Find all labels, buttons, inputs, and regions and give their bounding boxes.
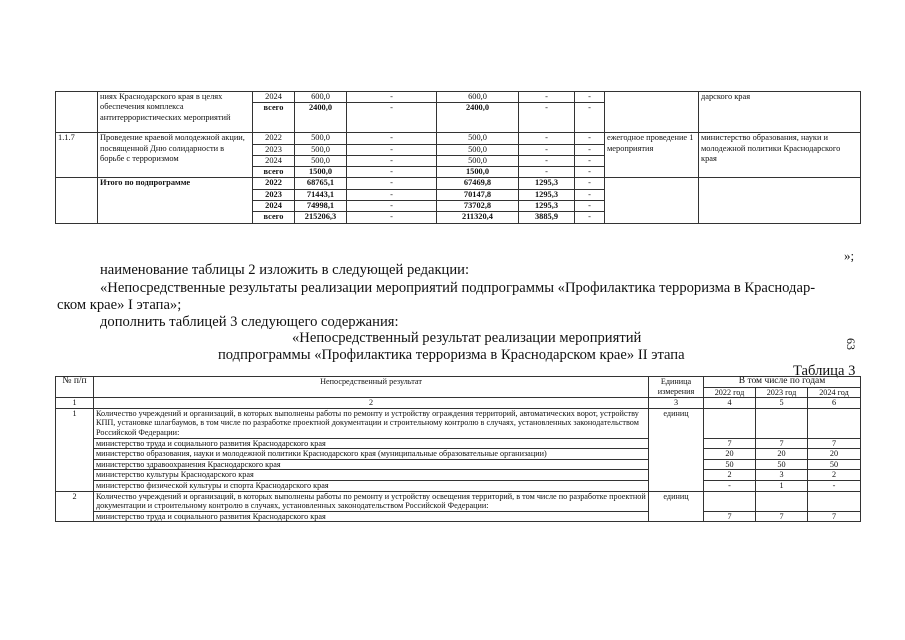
empty-cell <box>704 491 756 511</box>
year-cell: 2024 <box>253 92 295 103</box>
ministry-name: министерство труда и социального развития Краснодарского края <box>94 438 649 449</box>
header-unit: Единица измерения <box>649 377 704 398</box>
extra-cell: - <box>575 155 605 166</box>
regional-cell: 500,0 <box>437 144 519 155</box>
index-cell: 1 <box>56 398 94 409</box>
table-row <box>56 470 861 481</box>
local-cell: 1295,3 <box>519 189 575 200</box>
index-row <box>56 398 861 409</box>
local-cell: 3885,9 <box>519 212 575 223</box>
activity-text: Проведение краевой молодежной акции, посвященной Дню солидарности в борьбе с терроризмом <box>98 133 253 178</box>
table-row <box>56 408 861 438</box>
extra-cell: - <box>575 92 605 103</box>
total-cell: 215206,3 <box>295 212 347 223</box>
local-cell: 1295,3 <box>519 178 575 189</box>
table-row <box>56 178 861 189</box>
year-cell: 2022 <box>253 178 295 189</box>
table3-caption-line2: подпрограммы «Профилактика терроризма в Краснодарском крае» II этапа <box>218 347 685 363</box>
index-cell: 5 <box>756 398 808 409</box>
table-row <box>56 511 861 522</box>
row-number <box>56 178 98 223</box>
federal-cell: - <box>347 103 437 133</box>
total-cell: 500,0 <box>295 155 347 166</box>
local-cell: - <box>519 167 575 178</box>
value-2023: 1 <box>756 480 808 491</box>
extra-cell: - <box>575 167 605 178</box>
header-num: № п/п <box>56 377 94 398</box>
total-cell: 600,0 <box>295 92 347 103</box>
regional-cell: 500,0 <box>437 155 519 166</box>
header-row <box>56 377 861 388</box>
page-number: 63 <box>844 338 858 350</box>
table-row <box>56 480 861 491</box>
unit-cell: единиц <box>649 408 704 491</box>
row-number: 1 <box>56 408 94 491</box>
regional-cell: 211320,4 <box>437 212 519 223</box>
executor-cell: дарского края <box>699 92 861 133</box>
paragraph-rename-table2: наименование таблицы 2 изложить в следующей редакции: <box>100 262 470 278</box>
value-2022: 20 <box>704 449 756 460</box>
value-2024: 2 <box>808 470 861 481</box>
index-cell: 2 <box>94 398 649 409</box>
federal-cell: - <box>347 167 437 178</box>
value-2022: - <box>704 480 756 491</box>
subprogram-table <box>55 91 861 224</box>
index-cell: 4 <box>704 398 756 409</box>
executor-cell: министерство образования, науки и молодежной политики Краснодарского края <box>699 133 861 178</box>
regional-cell: 67469,8 <box>437 178 519 189</box>
local-cell: - <box>519 155 575 166</box>
federal-cell: - <box>347 178 437 189</box>
value-2022: 7 <box>704 511 756 522</box>
extra-cell: - <box>575 144 605 155</box>
value-2023: 7 <box>756 438 808 449</box>
subtotal-label: Итого по подпрограмме <box>98 178 253 223</box>
value-2023: 20 <box>756 449 808 460</box>
extra-cell: - <box>575 212 605 223</box>
federal-cell: - <box>347 201 437 212</box>
year-cell: 2022 <box>253 133 295 144</box>
total-cell: 71443,1 <box>295 189 347 200</box>
value-2022: 50 <box>704 459 756 470</box>
total-cell: 500,0 <box>295 144 347 155</box>
extra-cell: - <box>575 178 605 189</box>
year-cell: всего <box>253 167 295 178</box>
local-cell: - <box>519 133 575 144</box>
value-2024: 7 <box>808 438 861 449</box>
result-title: Количество учреждений и организаций, в которых выполнены работы по ремонту и устройству ограждения территорий, автоматических ворот, устройству КПП, установке шлагбаумов, в том числе по разработке проектной документации и строительному контролю в случаях, установленных законодательством Российской Федерации: <box>94 408 649 438</box>
table-row <box>56 438 861 449</box>
total-cell: 2400,0 <box>295 103 347 133</box>
regional-cell: 73702,8 <box>437 201 519 212</box>
row-number: 1.1.7 <box>56 133 98 178</box>
federal-cell: - <box>347 189 437 200</box>
value-2023: 7 <box>756 511 808 522</box>
local-cell: - <box>519 103 575 133</box>
empty-cell <box>808 491 861 511</box>
ministry-name: министерство труда и социального развития Краснодарского края <box>94 511 649 522</box>
value-2022: 7 <box>704 438 756 449</box>
executor-cell <box>699 178 861 223</box>
value-2024: 7 <box>808 511 861 522</box>
empty-cell <box>704 408 756 438</box>
ministry-name: министерство физической культуры и спорта Краснодарского края <box>94 480 649 491</box>
empty-cell <box>756 408 808 438</box>
result-cell <box>605 92 699 133</box>
regional-cell: 70147,8 <box>437 189 519 200</box>
federal-cell: - <box>347 92 437 103</box>
row-number <box>56 92 98 133</box>
header-2022: 2022 год <box>704 387 756 398</box>
value-2023: 3 <box>756 470 808 481</box>
results-table <box>55 376 861 522</box>
value-2024: 50 <box>808 459 861 470</box>
index-cell: 6 <box>808 398 861 409</box>
federal-cell: - <box>347 212 437 223</box>
ministry-name: министерство здравоохранения Краснодарского края <box>94 459 649 470</box>
regional-cell: 1500,0 <box>437 167 519 178</box>
year-cell: 2024 <box>253 155 295 166</box>
value-2024: 20 <box>808 449 861 460</box>
local-cell: - <box>519 92 575 103</box>
federal-cell: - <box>347 133 437 144</box>
regional-cell: 2400,0 <box>437 103 519 133</box>
total-cell: 68765,1 <box>295 178 347 189</box>
table3-label: Таблица 3 <box>793 363 856 379</box>
paragraph-table2-title-cont: ском крае» I этапа»; <box>57 297 182 313</box>
paragraph-add-table3: дополнить таблицей 3 следующего содержания: <box>100 314 399 330</box>
ministry-name: министерство образования, науки и молодежной политики Краснодарского края (муниципальные образовательные организации) <box>94 449 649 460</box>
extra-cell: - <box>575 133 605 144</box>
result-title: Количество учреждений и организаций, в которых выполнены работы по ремонту и устройству освещения территорий, в том числе по разработке проектной документации и строительному контролю в случаях, установленных законодательством Российской Федерации: <box>94 491 649 511</box>
header-2024: 2024 год <box>808 387 861 398</box>
value-2022: 2 <box>704 470 756 481</box>
extra-cell: - <box>575 189 605 200</box>
closing-quote: »; <box>844 248 855 263</box>
result-cell: ежегодное проведение 1 мероприятия <box>605 133 699 178</box>
empty-cell <box>808 408 861 438</box>
value-2023: 50 <box>756 459 808 470</box>
ministry-name: министерство культуры Краснодарского края <box>94 470 649 481</box>
table3-caption-line1: «Непосредственный результат реализации мероприятий <box>292 330 642 346</box>
activity-text: ниях Краснодарского края в целях обеспечения комплекса антитеррористических мероприятий <box>98 92 253 133</box>
header-2023: 2023 год <box>756 387 808 398</box>
year-cell: всего <box>253 212 295 223</box>
year-cell: 2023 <box>253 144 295 155</box>
row-number: 2 <box>56 491 94 522</box>
regional-cell: 500,0 <box>437 133 519 144</box>
year-cell: 2024 <box>253 201 295 212</box>
value-2024: - <box>808 480 861 491</box>
table-row <box>56 459 861 470</box>
year-cell: 2023 <box>253 189 295 200</box>
index-cell: 3 <box>649 398 704 409</box>
extra-cell: - <box>575 201 605 212</box>
result-cell <box>605 178 699 223</box>
local-cell: 1295,3 <box>519 201 575 212</box>
local-cell: - <box>519 144 575 155</box>
federal-cell: - <box>347 155 437 166</box>
header-years-group: В том числе по годам <box>704 377 861 388</box>
table-row <box>56 491 861 511</box>
paragraph-table2-title: «Непосредственные результаты реализации мероприятий подпрограммы «Профилактика терроризма в Краснодар- <box>100 280 816 296</box>
regional-cell: 600,0 <box>437 92 519 103</box>
total-cell: 500,0 <box>295 133 347 144</box>
federal-cell: - <box>347 144 437 155</box>
extra-cell: - <box>575 103 605 133</box>
total-cell: 74998,1 <box>295 201 347 212</box>
empty-cell <box>756 491 808 511</box>
year-cell: всего <box>253 103 295 133</box>
total-cell: 1500,0 <box>295 167 347 178</box>
header-result: Непосредственный результат <box>94 377 649 398</box>
table-row <box>56 449 861 460</box>
table-row <box>56 133 861 144</box>
table-row <box>56 92 861 103</box>
unit-cell: единиц <box>649 491 704 522</box>
